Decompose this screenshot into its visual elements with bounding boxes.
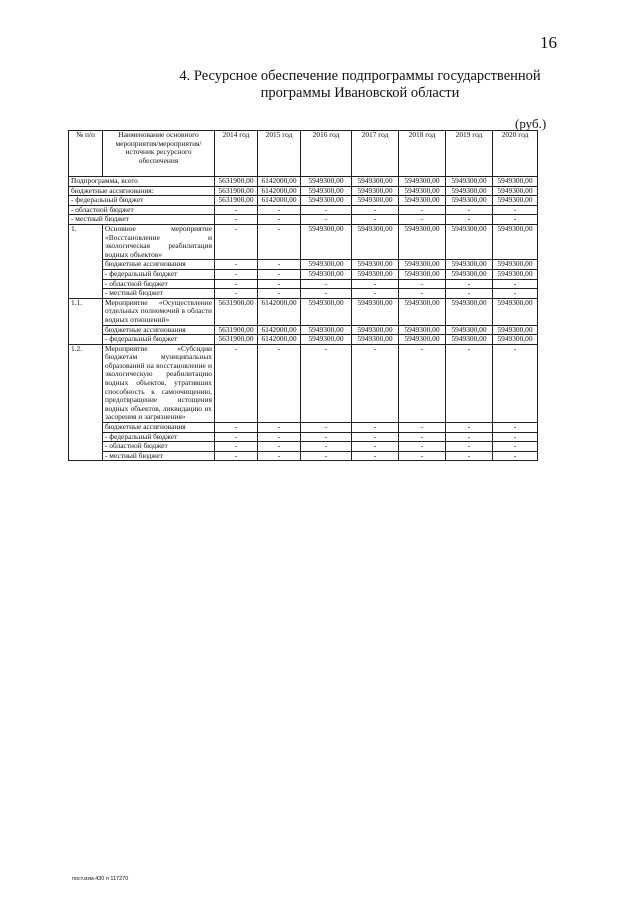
- value-cell: -: [399, 432, 446, 442]
- value-cell: -: [258, 423, 301, 433]
- value-cell: 5949300,00: [399, 325, 446, 335]
- value-cell: 5949300,00: [493, 196, 538, 206]
- value-cell: -: [215, 442, 258, 452]
- value-cell: -: [301, 205, 352, 215]
- value-cell: 5949300,00: [352, 335, 399, 345]
- value-cell: -: [258, 269, 301, 279]
- value-cell: 5631900,00: [215, 177, 258, 187]
- value-cell: 5949300,00: [301, 196, 352, 206]
- header-year: 2018 год: [399, 131, 446, 177]
- value-cell: -: [215, 432, 258, 442]
- value-cell: -: [215, 451, 258, 461]
- page-title: [80, 68, 640, 102]
- value-cell: 5949300,00: [493, 335, 538, 345]
- value-cell: -: [493, 442, 538, 452]
- value-cell: -: [493, 289, 538, 299]
- value-cell: 5631900,00: [215, 298, 258, 325]
- value-cell: 5949300,00: [399, 260, 446, 270]
- value-cell: 5949300,00: [301, 260, 352, 270]
- value-cell: 5949300,00: [446, 325, 493, 335]
- value-cell: -: [301, 423, 352, 433]
- header-row: [69, 131, 538, 177]
- row-label: - областной бюджет: [103, 442, 215, 452]
- budget-row: [69, 335, 538, 345]
- value-cell: -: [258, 224, 301, 259]
- budget-row: [69, 432, 538, 442]
- value-cell: -: [258, 289, 301, 299]
- title-line-1: 4. Ресурсное обеспечение подпрограммы государственной: [179, 68, 541, 84]
- summary-row: [69, 215, 538, 225]
- value-cell: 5949300,00: [493, 260, 538, 270]
- budget-row: [69, 279, 538, 289]
- value-cell: -: [446, 279, 493, 289]
- value-cell: -: [399, 344, 446, 422]
- value-cell: 5949300,00: [301, 186, 352, 196]
- value-cell: 5949300,00: [446, 186, 493, 196]
- value-cell: -: [258, 279, 301, 289]
- section-number: 1.: [69, 224, 103, 298]
- value-cell: -: [352, 279, 399, 289]
- value-cell: -: [493, 451, 538, 461]
- value-cell: 5949300,00: [352, 298, 399, 325]
- header-year: 2017 год: [352, 131, 399, 177]
- value-cell: 5949300,00: [301, 224, 352, 259]
- value-cell: 5949300,00: [399, 269, 446, 279]
- value-cell: 5949300,00: [352, 196, 399, 206]
- value-cell: -: [446, 432, 493, 442]
- value-cell: -: [446, 289, 493, 299]
- value-cell: -: [446, 423, 493, 433]
- value-cell: -: [446, 451, 493, 461]
- header-year: 2016 год: [301, 131, 352, 177]
- summary-row: [69, 205, 538, 215]
- value-cell: -: [352, 344, 399, 422]
- value-cell: 6142000,00: [258, 186, 301, 196]
- summary-row: [69, 196, 538, 206]
- value-cell: 6142000,00: [258, 196, 301, 206]
- value-cell: -: [493, 432, 538, 442]
- title-line-2: программы Ивановской области: [260, 85, 460, 101]
- value-cell: 5631900,00: [215, 196, 258, 206]
- value-cell: 5949300,00: [352, 325, 399, 335]
- row-label: бюджетные ассигнования: [103, 423, 215, 433]
- value-cell: 5949300,00: [352, 260, 399, 270]
- section-row: [69, 298, 538, 325]
- value-cell: 5631900,00: [215, 325, 258, 335]
- value-cell: 5949300,00: [446, 196, 493, 206]
- row-label: бюджетные ассигнования: [103, 325, 215, 335]
- value-cell: 5949300,00: [399, 298, 446, 325]
- value-cell: 5949300,00: [399, 186, 446, 196]
- value-cell: -: [301, 442, 352, 452]
- value-cell: -: [215, 289, 258, 299]
- value-cell: 5631900,00: [215, 186, 258, 196]
- row-label: - местный бюджет: [103, 289, 215, 299]
- row-label: - федеральный бюджет: [69, 196, 215, 206]
- header-year: 2019 год: [446, 131, 493, 177]
- value-cell: -: [493, 215, 538, 225]
- budget-row: [69, 269, 538, 279]
- value-cell: -: [301, 432, 352, 442]
- section-number: 1.2.: [69, 344, 103, 461]
- value-cell: -: [258, 451, 301, 461]
- value-cell: 5949300,00: [352, 224, 399, 259]
- value-cell: 6142000,00: [258, 325, 301, 335]
- row-label: - местный бюджет: [103, 451, 215, 461]
- value-cell: 5949300,00: [446, 224, 493, 259]
- row-label: - областной бюджет: [69, 205, 215, 215]
- value-cell: 5949300,00: [352, 269, 399, 279]
- value-cell: 6142000,00: [258, 177, 301, 187]
- value-cell: -: [399, 451, 446, 461]
- value-cell: -: [258, 432, 301, 442]
- value-cell: -: [399, 205, 446, 215]
- budget-row: [69, 451, 538, 461]
- value-cell: 5949300,00: [493, 298, 538, 325]
- value-cell: -: [493, 423, 538, 433]
- value-cell: 5949300,00: [493, 177, 538, 187]
- budget-row: [69, 442, 538, 452]
- value-cell: -: [446, 205, 493, 215]
- value-cell: -: [352, 423, 399, 433]
- value-cell: -: [301, 344, 352, 422]
- header-name: Наименование основного мероприятия/мероприятия/ источник ресурсного обеспечения: [103, 131, 215, 177]
- value-cell: 5949300,00: [493, 269, 538, 279]
- value-cell: -: [352, 215, 399, 225]
- budget-row: [69, 423, 538, 433]
- value-cell: -: [301, 215, 352, 225]
- value-cell: 5949300,00: [301, 298, 352, 325]
- value-cell: -: [215, 260, 258, 270]
- value-cell: 5949300,00: [301, 325, 352, 335]
- value-cell: -: [493, 205, 538, 215]
- header-year: 2015 год: [258, 131, 301, 177]
- value-cell: -: [446, 442, 493, 452]
- value-cell: -: [493, 344, 538, 422]
- value-cell: -: [399, 423, 446, 433]
- value-cell: 5631900,00: [215, 335, 258, 345]
- value-cell: -: [215, 423, 258, 433]
- value-cell: -: [258, 260, 301, 270]
- value-cell: 5949300,00: [301, 335, 352, 345]
- row-label: - федеральный бюджет: [103, 269, 215, 279]
- value-cell: -: [399, 215, 446, 225]
- row-label: бюджетные ассигнования: [103, 260, 215, 270]
- value-cell: 5949300,00: [446, 335, 493, 345]
- value-cell: 5949300,00: [446, 269, 493, 279]
- value-cell: -: [352, 442, 399, 452]
- value-cell: 5949300,00: [301, 269, 352, 279]
- header-year: 2014 год: [215, 131, 258, 177]
- value-cell: -: [446, 344, 493, 422]
- value-cell: -: [399, 289, 446, 299]
- budget-row: [69, 289, 538, 299]
- resource-table: [68, 130, 538, 461]
- row-label: Подпрограмма, всего: [69, 177, 215, 187]
- value-cell: -: [301, 289, 352, 299]
- header-year: 2020 год: [493, 131, 538, 177]
- value-cell: 5949300,00: [399, 196, 446, 206]
- value-cell: -: [258, 215, 301, 225]
- section-name: Основное мероприятие «Восстановление и экологическая реабилитация водных объектов»: [103, 224, 215, 259]
- value-cell: 5949300,00: [446, 298, 493, 325]
- summary-row: [69, 186, 538, 196]
- section-row: [69, 224, 538, 259]
- section-number: 1.1.: [69, 298, 103, 344]
- value-cell: 6142000,00: [258, 335, 301, 345]
- page-number: 16: [540, 33, 557, 52]
- value-cell: -: [399, 442, 446, 452]
- value-cell: -: [258, 344, 301, 422]
- row-label: - федеральный бюджет: [103, 335, 215, 345]
- value-cell: 5949300,00: [352, 186, 399, 196]
- value-cell: 5949300,00: [493, 224, 538, 259]
- value-cell: -: [301, 279, 352, 289]
- summary-row: [69, 177, 538, 187]
- value-cell: -: [446, 215, 493, 225]
- budget-row: [69, 260, 538, 270]
- value-cell: -: [301, 451, 352, 461]
- value-cell: -: [258, 442, 301, 452]
- section-name: Мероприятие «Осуществление отдельных полномочий в области водных отношений»: [103, 298, 215, 325]
- value-cell: 5949300,00: [446, 260, 493, 270]
- value-cell: -: [215, 344, 258, 422]
- value-cell: 5949300,00: [446, 177, 493, 187]
- row-label: - федеральный бюджет: [103, 432, 215, 442]
- value-cell: 5949300,00: [301, 177, 352, 187]
- value-cell: -: [352, 451, 399, 461]
- value-cell: 5949300,00: [352, 177, 399, 187]
- value-cell: -: [493, 279, 538, 289]
- value-cell: -: [215, 224, 258, 259]
- value-cell: -: [215, 279, 258, 289]
- value-cell: -: [215, 205, 258, 215]
- value-cell: -: [215, 269, 258, 279]
- value-cell: 5949300,00: [399, 177, 446, 187]
- value-cell: -: [352, 432, 399, 442]
- value-cell: -: [352, 205, 399, 215]
- value-cell: 5949300,00: [493, 325, 538, 335]
- row-label: бюджетные ассигнования:: [69, 186, 215, 196]
- value-cell: -: [215, 215, 258, 225]
- value-cell: 5949300,00: [493, 186, 538, 196]
- unit-label: (руб.): [515, 116, 547, 131]
- value-cell: -: [352, 289, 399, 299]
- section-name: Мероприятие «Субсидии бюджетам муниципальных образований на восстановление и экологическую реабилитацию водных объектов, утративших способность к самоочищению, предотвращение истощения водных объектов, ликвидацию их засорения и загрязнения»: [103, 344, 215, 422]
- value-cell: -: [258, 205, 301, 215]
- value-cell: -: [399, 279, 446, 289]
- section-row: [69, 344, 538, 422]
- footer-note: пост.изм.430 п 117270: [72, 876, 129, 882]
- value-cell: 5949300,00: [399, 335, 446, 345]
- budget-row: [69, 325, 538, 335]
- value-cell: 6142000,00: [258, 298, 301, 325]
- header-num: № п/п: [69, 131, 103, 177]
- value-cell: 5949300,00: [399, 224, 446, 259]
- row-label: - областной бюджет: [103, 279, 215, 289]
- row-label: - местный бюджет: [69, 215, 215, 225]
